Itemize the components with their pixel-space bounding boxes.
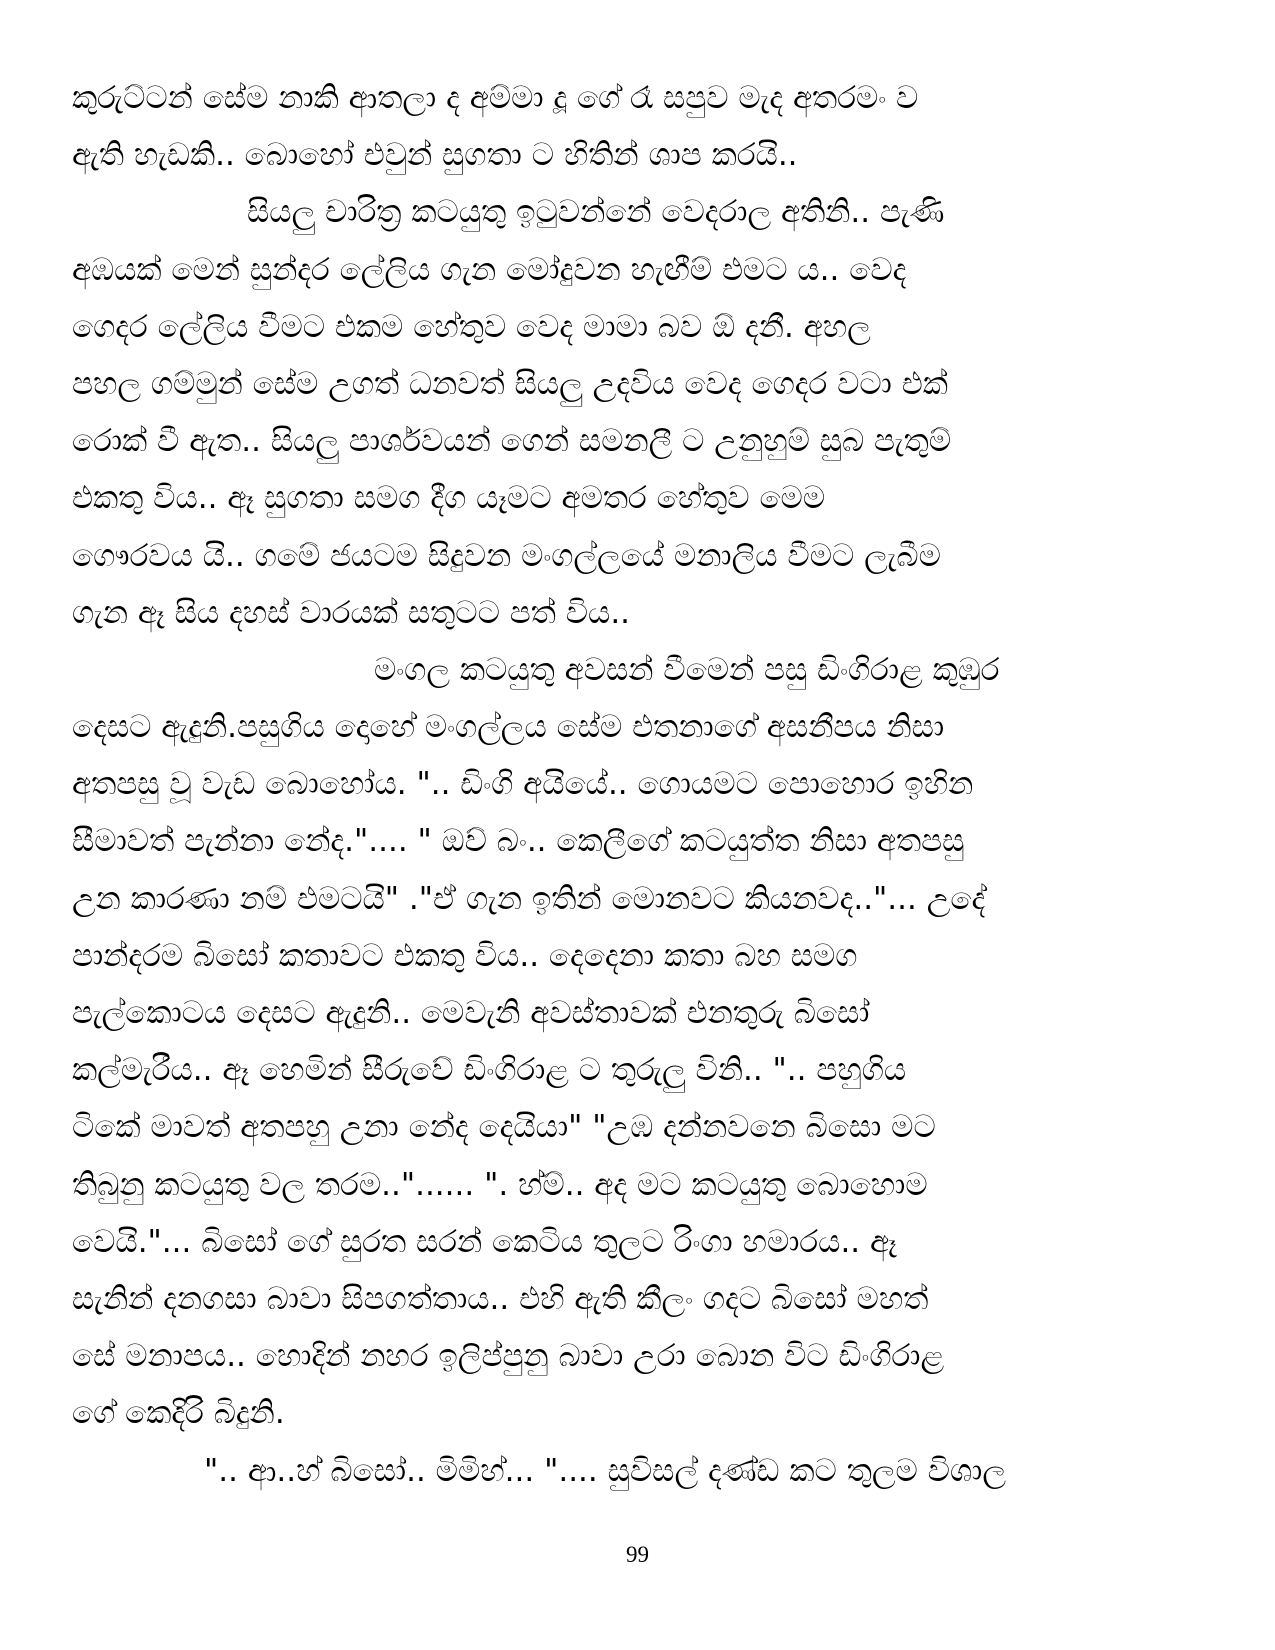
- text-line: සැනින් දනගසා බාවා සිපගත්තාය.. එහි ඇති කීලං ගදට බිසෝ මහත්: [72, 1280, 929, 1317]
- text-line: කුරුට්ටන් සේම නාකි ආතලා ද අම්මා දූ ගේ රෑ සපුව මැද අතරමං ව: [72, 80, 919, 116]
- text-line: ගේ කෙදිරි බිදුනි.: [72, 1395, 285, 1432]
- page-number: 99: [626, 1542, 649, 1567]
- body-text: [72, 70, 1202, 1500]
- text-line: ගෙදර ලේලිය වීමට එකම හේතුව වෙද මාමා බව ඕ දනී. අහල: [72, 308, 871, 345]
- text-line: අඹයක් මෙන් සුන්දර ලේලිය ගැන මෝදුවන හැඟීම් එමට ය.. වෙද: [72, 251, 907, 288]
- text-line: සීමාවත් පැන්නා නේද.".... " ඔව් බං.. කෙලීගේ කටයුත්ත නිසා අතපසු: [72, 823, 965, 860]
- text-line: පාන්දරම බිසෝ කතාවට එකතු විය.. දෙදෙනා කතා බහ සමග: [72, 937, 858, 974]
- text-line: ගැන ඈ සිය දහස් වාරයක් සතුටට පත් විය..: [72, 594, 631, 631]
- text-line: පැල්කොටය දෙසට ඇදුනි.. මෙවැනි අවස්තාවක් එනතුරු බිසෝ: [72, 995, 870, 1031]
- text-line: අතපසු වූ වැඩ බොහෝය. ".. ඩිංගි අයියේ.. ගොයමට පොහොර ඉහින: [72, 766, 974, 803]
- text-line: ගෞරවය යි.. ගමේ ජයටම සිදුවන මංගල්ලයේ මනාලිය වීමට ලැබීම: [72, 537, 941, 574]
- text-line: වෙයි."... බිසෝ ගේ සුරත සරන් කෙටිය තුලට රිංගා හමාරය.. ඈ: [72, 1223, 897, 1260]
- text-line: ටිකේ මාවත් අතපහු උනා නේද දෙයියා" "උඹ දන්නවනෙ බිසො මට: [72, 1109, 936, 1146]
- text-line: මංගල කටයුතු අවසන් වීමෙන් පසු ඩිංගිරාළ කුඹුර: [374, 651, 1000, 688]
- text-line: තිබුනු කටයුතු වල තරම.."...... ". හ්ම්.. අද මට කටයුතු බොහොම: [72, 1166, 928, 1203]
- text-line: කල්මැරීය.. ඈ හෙමින් සීරුවේ ඩිංගිරාළ ට තුරුලු විනි.. ".. පහුගිය: [72, 1052, 907, 1089]
- text-line: රොක් වී ඇත.. සියලු පාර්ශවයන් ගෙන් සමනලී ට උනුහුම් සුබ පැතුම්: [72, 423, 952, 460]
- text-line: ඇති හැඩකි.. බොහෝ එවුන් සුගතා ට හිතින් ශාප කරයි..: [72, 137, 798, 174]
- text-line: සේ මනාපය.. හොදින් නහර ඉලිප්පුනු බාවා උරා බොන විට ඩිංගිරාළ: [72, 1338, 945, 1375]
- text-line: සියලු චාරිත්‍ර කටයුතු ඉටුවන්නේ වෙදරාල අතිනි.. පැණි: [247, 194, 945, 231]
- text-line: ".. ආ..හ් බිසෝ.. මිමිහ්... ".... සුවිසල් දණ්ඩ කට තුලම විශාල: [204, 1452, 1006, 1489]
- text-line: උන කාරණා නම් එමටයි" ."ඒ ගැන ඉතින් මොනවට කියනවද.."... උදේ: [72, 880, 986, 917]
- text-line: එකතු විය.. ඈ සුගතා සමග දීග යෑමට අමතර හේතුව මෙම: [72, 480, 826, 517]
- text-line: පහල ගම්මුන් සේම උගත් ධනවත් සියලු උදවිය වෙද ගෙදර වටා එක්: [72, 365, 948, 402]
- text-line: දෙසට ඇදුනි.පසුගිය දොහේ මංගල්ලය සේම එතනාගේ අසනීපය නිසා: [72, 709, 945, 746]
